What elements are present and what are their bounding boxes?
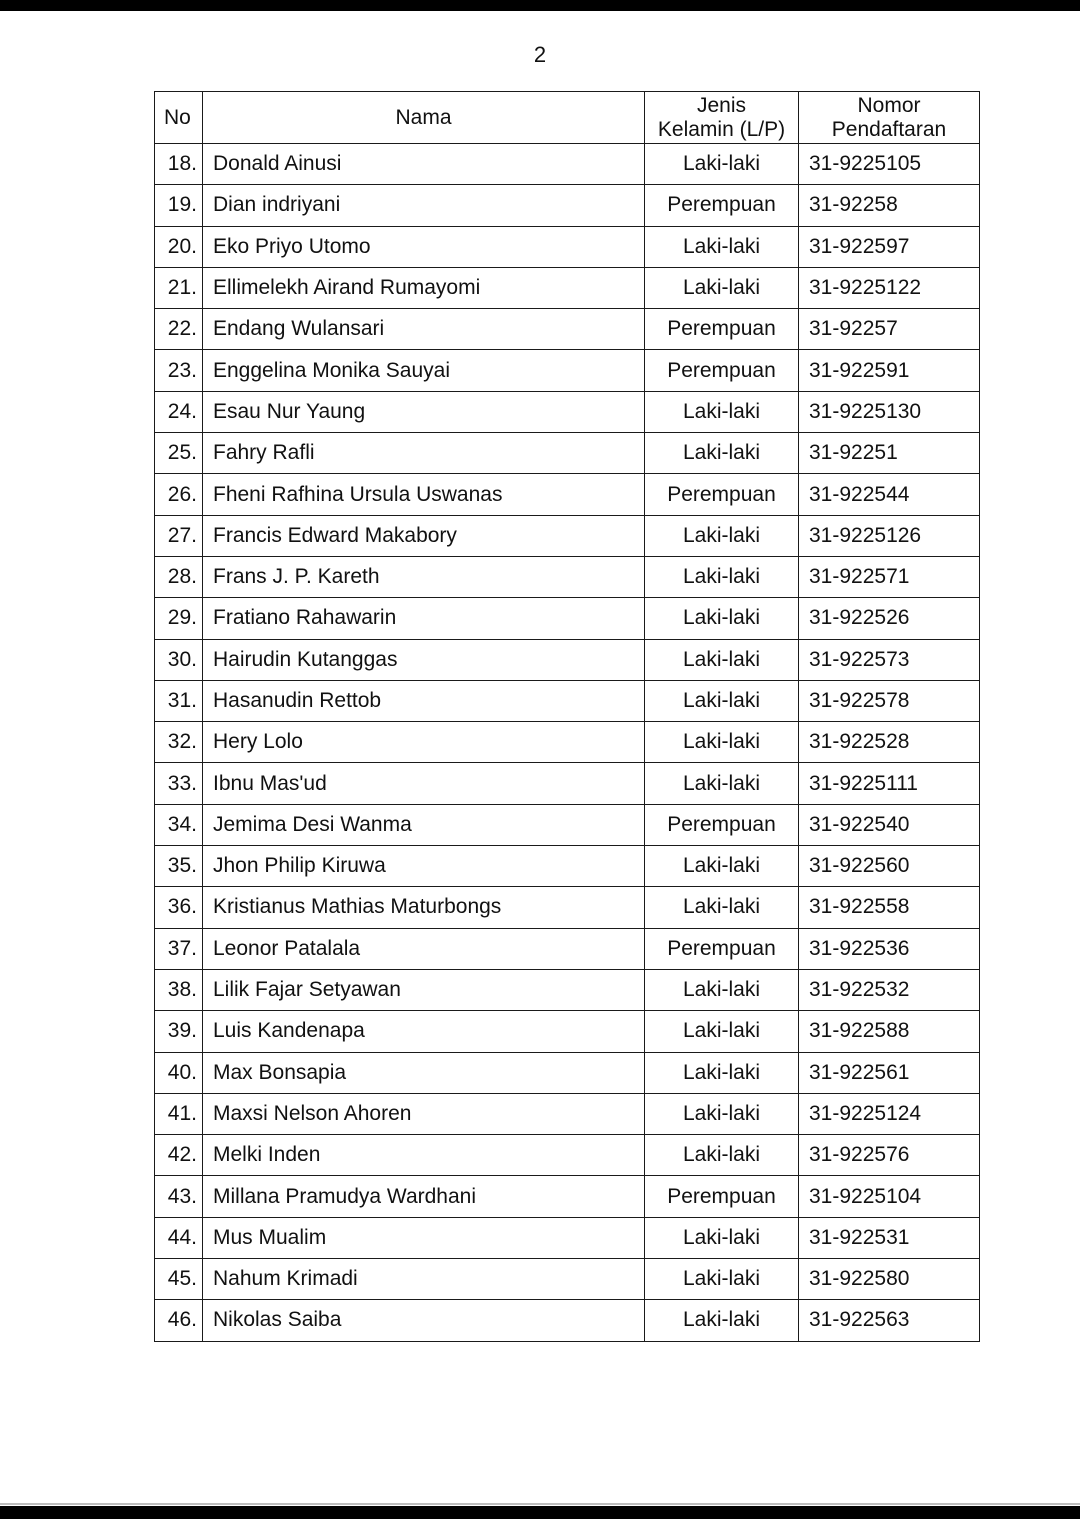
cell-nama: Francis Edward Makabory: [203, 515, 645, 556]
header-no: No: [155, 92, 203, 144]
cell-jenis-kelamin: Laki-laki: [645, 1135, 799, 1176]
cell-nama: Eko Priyo Utomo: [203, 226, 645, 267]
cell-nama: Max Bonsapia: [203, 1052, 645, 1093]
table-row: [155, 1176, 980, 1217]
cell-nama: Nikolas Saiba: [203, 1300, 645, 1341]
table-row: [155, 846, 980, 887]
table-header: [155, 92, 980, 144]
cell-no: 37.: [155, 928, 203, 969]
table-row: [155, 639, 980, 680]
table-row: [155, 556, 980, 597]
cell-nama: Luis Kandenapa: [203, 1011, 645, 1052]
cell-jenis-kelamin: Laki-laki: [645, 226, 799, 267]
cell-nomor-pendaftaran: 31-922571: [799, 556, 980, 597]
cell-nama: Leonor Patalala: [203, 928, 645, 969]
header-jenis-kelamin-line1: Jenis: [696, 93, 747, 117]
cell-nomor-pendaftaran: 31-9225124: [799, 1093, 980, 1134]
cell-nomor-pendaftaran: 31-9225126: [799, 515, 980, 556]
cell-jenis-kelamin: Laki-laki: [645, 144, 799, 185]
cell-nama: Kristianus Mathias Maturbongs: [203, 887, 645, 928]
cell-no: 22.: [155, 309, 203, 350]
table-row: [155, 598, 980, 639]
page-number: 2: [533, 42, 547, 67]
cell-nama: Donald Ainusi: [203, 144, 645, 185]
cell-jenis-kelamin: Laki-laki: [645, 391, 799, 432]
cell-nomor-pendaftaran: 31-9225111: [799, 763, 980, 804]
cell-jenis-kelamin: Laki-laki: [645, 515, 799, 556]
cell-nama: Frans J. P. Kareth: [203, 556, 645, 597]
cell-no: 41.: [155, 1093, 203, 1134]
cell-no: 46.: [155, 1300, 203, 1341]
cell-jenis-kelamin: Laki-laki: [645, 556, 799, 597]
cell-jenis-kelamin: Perempuan: [645, 309, 799, 350]
cell-nama: Mus Mualim: [203, 1217, 645, 1258]
cell-nama: Hasanudin Rettob: [203, 680, 645, 721]
bottom-scan-rule: [0, 1503, 1080, 1505]
cell-jenis-kelamin: Laki-laki: [645, 846, 799, 887]
table-body: [155, 144, 980, 1342]
table-row: [155, 350, 980, 391]
cell-nomor-pendaftaran: 31-922528: [799, 722, 980, 763]
cell-nomor-pendaftaran: 31-922544: [799, 474, 980, 515]
table-row: [155, 391, 980, 432]
table-row: [155, 804, 980, 845]
cell-jenis-kelamin: Laki-laki: [645, 267, 799, 308]
table-row: [155, 474, 980, 515]
table-row: [155, 309, 980, 350]
cell-jenis-kelamin: Laki-laki: [645, 722, 799, 763]
table-row: [155, 969, 980, 1010]
cell-nomor-pendaftaran: 31-922573: [799, 639, 980, 680]
cell-nomor-pendaftaran: 31-922580: [799, 1259, 980, 1300]
cell-no: 28.: [155, 556, 203, 597]
cell-nama: Jemima Desi Wanma: [203, 804, 645, 845]
cell-nomor-pendaftaran: 31-922591: [799, 350, 980, 391]
table-row: [155, 1259, 980, 1300]
cell-no: 31.: [155, 680, 203, 721]
cell-nomor-pendaftaran: 31-922540: [799, 804, 980, 845]
cell-jenis-kelamin: Laki-laki: [645, 598, 799, 639]
header-jenis-kelamin: [645, 92, 799, 144]
cell-jenis-kelamin: Laki-laki: [645, 969, 799, 1010]
cell-jenis-kelamin: Laki-laki: [645, 1259, 799, 1300]
cell-nomor-pendaftaran: 31-922526: [799, 598, 980, 639]
cell-nomor-pendaftaran: 31-922532: [799, 969, 980, 1010]
cell-nomor-pendaftaran: 31-922558: [799, 887, 980, 928]
table-row: [155, 763, 980, 804]
cell-no: 40.: [155, 1052, 203, 1093]
table-row: [155, 1011, 980, 1052]
header-jenis-kelamin-line2: Kelamin (L/P): [657, 117, 786, 141]
header-nomor-line1: Nomor: [857, 93, 921, 117]
cell-no: 42.: [155, 1135, 203, 1176]
table-row: [155, 928, 980, 969]
table-row: [155, 887, 980, 928]
cell-no: 20.: [155, 226, 203, 267]
cell-nomor-pendaftaran: 31-9225122: [799, 267, 980, 308]
cell-no: 38.: [155, 969, 203, 1010]
table-row: [155, 267, 980, 308]
header-nomor-pendaftaran: [799, 92, 980, 144]
cell-nomor-pendaftaran: 31-92258: [799, 185, 980, 226]
cell-no: 33.: [155, 763, 203, 804]
cell-no: 21.: [155, 267, 203, 308]
table-row: [155, 1217, 980, 1258]
header-row: [155, 92, 980, 144]
table-row: [155, 680, 980, 721]
cell-nomor-pendaftaran: 31-922560: [799, 846, 980, 887]
cell-nama: Melki Inden: [203, 1135, 645, 1176]
cell-nomor-pendaftaran: 31-922576: [799, 1135, 980, 1176]
cell-nomor-pendaftaran: 31-9225130: [799, 391, 980, 432]
cell-no: 45.: [155, 1259, 203, 1300]
cell-nama: Esau Nur Yaung: [203, 391, 645, 432]
cell-jenis-kelamin: Laki-laki: [645, 1300, 799, 1341]
cell-nama: Hairudin Kutanggas: [203, 639, 645, 680]
cell-nama: Nahum Krimadi: [203, 1259, 645, 1300]
cell-no: 43.: [155, 1176, 203, 1217]
table-row: [155, 144, 980, 185]
table-row: [155, 722, 980, 763]
cell-no: 34.: [155, 804, 203, 845]
cell-nomor-pendaftaran: 31-922578: [799, 680, 980, 721]
bottom-scan-border: [0, 1506, 1080, 1519]
cell-jenis-kelamin: Perempuan: [645, 804, 799, 845]
cell-jenis-kelamin: Laki-laki: [645, 1011, 799, 1052]
cell-nama: Jhon Philip Kiruwa: [203, 846, 645, 887]
cell-no: 29.: [155, 598, 203, 639]
cell-no: 39.: [155, 1011, 203, 1052]
table-row: [155, 1300, 980, 1341]
cell-no: 36.: [155, 887, 203, 928]
cell-jenis-kelamin: Perempuan: [645, 185, 799, 226]
cell-no: 26.: [155, 474, 203, 515]
cell-nomor-pendaftaran: 31-9225104: [799, 1176, 980, 1217]
cell-jenis-kelamin: Laki-laki: [645, 639, 799, 680]
cell-jenis-kelamin: Laki-laki: [645, 1052, 799, 1093]
cell-nama: Fahry Rafli: [203, 433, 645, 474]
table-row: [155, 185, 980, 226]
cell-nama: Enggelina Monika Sauyai: [203, 350, 645, 391]
cell-nama: Millana Pramudya Wardhani: [203, 1176, 645, 1217]
cell-nomor-pendaftaran: 31-922531: [799, 1217, 980, 1258]
table-row: [155, 1135, 980, 1176]
header-nama: Nama: [203, 92, 645, 144]
cell-jenis-kelamin: Laki-laki: [645, 1217, 799, 1258]
cell-nama: Hery Lolo: [203, 722, 645, 763]
cell-nama: Endang Wulansari: [203, 309, 645, 350]
cell-no: 18.: [155, 144, 203, 185]
cell-no: 25.: [155, 433, 203, 474]
cell-no: 24.: [155, 391, 203, 432]
cell-nomor-pendaftaran: 31-922536: [799, 928, 980, 969]
cell-nama: Dian indriyani: [203, 185, 645, 226]
table-row: [155, 1052, 980, 1093]
cell-nama: Maxsi Nelson Ahoren: [203, 1093, 645, 1134]
cell-jenis-kelamin: Perempuan: [645, 928, 799, 969]
cell-no: 35.: [155, 846, 203, 887]
cell-no: 32.: [155, 722, 203, 763]
table-row: [155, 433, 980, 474]
cell-nama: Ibnu Mas'ud: [203, 763, 645, 804]
cell-nomor-pendaftaran: 31-9225105: [799, 144, 980, 185]
participant-table: [154, 91, 980, 1342]
cell-jenis-kelamin: Perempuan: [645, 350, 799, 391]
cell-no: 27.: [155, 515, 203, 556]
cell-nomor-pendaftaran: 31-92251: [799, 433, 980, 474]
cell-jenis-kelamin: Perempuan: [645, 1176, 799, 1217]
cell-no: 23.: [155, 350, 203, 391]
cell-nomor-pendaftaran: 31-92257: [799, 309, 980, 350]
cell-jenis-kelamin: Laki-laki: [645, 680, 799, 721]
cell-nama: Fratiano Rahawarin: [203, 598, 645, 639]
cell-no: 44.: [155, 1217, 203, 1258]
cell-jenis-kelamin: Perempuan: [645, 474, 799, 515]
cell-jenis-kelamin: Laki-laki: [645, 887, 799, 928]
cell-jenis-kelamin: Laki-laki: [645, 1093, 799, 1134]
header-nomor-line2: Pendaftaran: [831, 117, 947, 141]
cell-no: 19.: [155, 185, 203, 226]
top-scan-border: [0, 0, 1080, 11]
cell-nomor-pendaftaran: 31-922561: [799, 1052, 980, 1093]
cell-nama: Fheni Rafhina Ursula Uswanas: [203, 474, 645, 515]
table-row: [155, 226, 980, 267]
cell-nama: Lilik Fajar Setyawan: [203, 969, 645, 1010]
cell-nomor-pendaftaran: 31-922588: [799, 1011, 980, 1052]
cell-nomor-pendaftaran: 31-922563: [799, 1300, 980, 1341]
cell-nama: Ellimelekh Airand Rumayomi: [203, 267, 645, 308]
table-row: [155, 1093, 980, 1134]
table-row: [155, 515, 980, 556]
cell-no: 30.: [155, 639, 203, 680]
cell-jenis-kelamin: Laki-laki: [645, 433, 799, 474]
cell-nomor-pendaftaran: 31-922597: [799, 226, 980, 267]
cell-jenis-kelamin: Laki-laki: [645, 763, 799, 804]
